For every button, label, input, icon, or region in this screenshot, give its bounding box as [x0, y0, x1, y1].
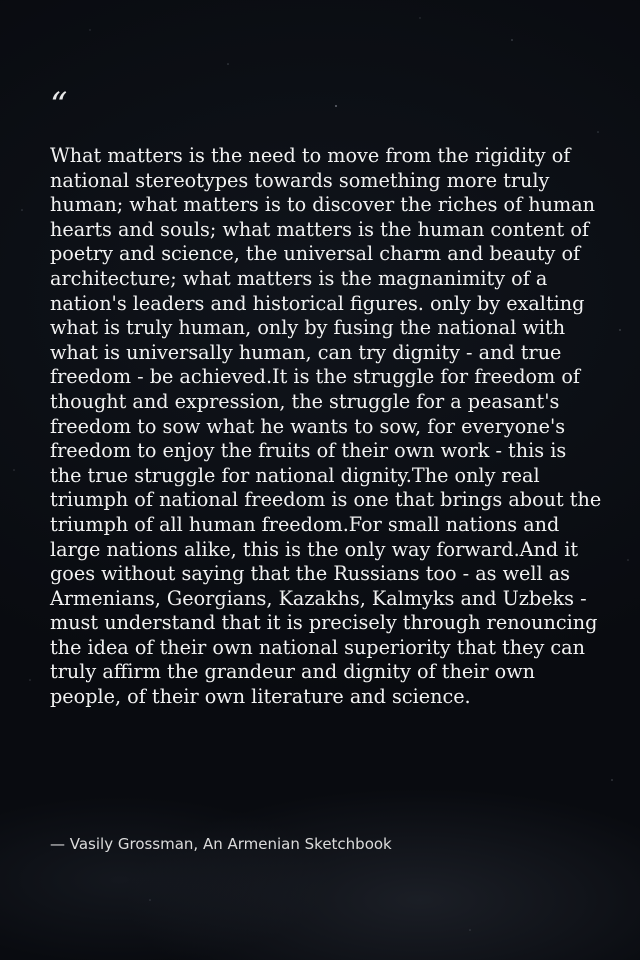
quote-text: What matters is the need to move from the rigidity of national stereotypes towards something more truly human; what matters is to discover the riches of human hearts and souls; what matters is the human content of poetry and science, the universal charm and beauty of architecture; what matters is the magnanimity of a nation's leaders and historical figures. only by exalting what is truly human, only by fusing the national with what is universally human, can try dignity - and true freedom - be achieved.It is the struggle for freedom of thought and expression, the struggle for a peasant's freedom to sow what he wants to sow, for everyone's freedom to enjoy the fruits of their own work - this is the true struggle for national dignity.The only real triumph of national freedom is one that brings about the triumph of all human freedom.For small nations and large nations alike, this is the only way forward.And it goes without saying that the Russians too - as well as Armenians, Georgians, Kazakhs, Kalmyks and Uzbeks - must understand that it is precisely through renouncing the idea of their own national superiority that they can truly affirm the grandeur and dignity of their own people, of their own literature and science.: [50, 144, 602, 709]
quote-attribution: — Vasily Grossman, An Armenian Sketchbook: [50, 835, 392, 853]
quote-mark-icon: “: [50, 85, 68, 125]
